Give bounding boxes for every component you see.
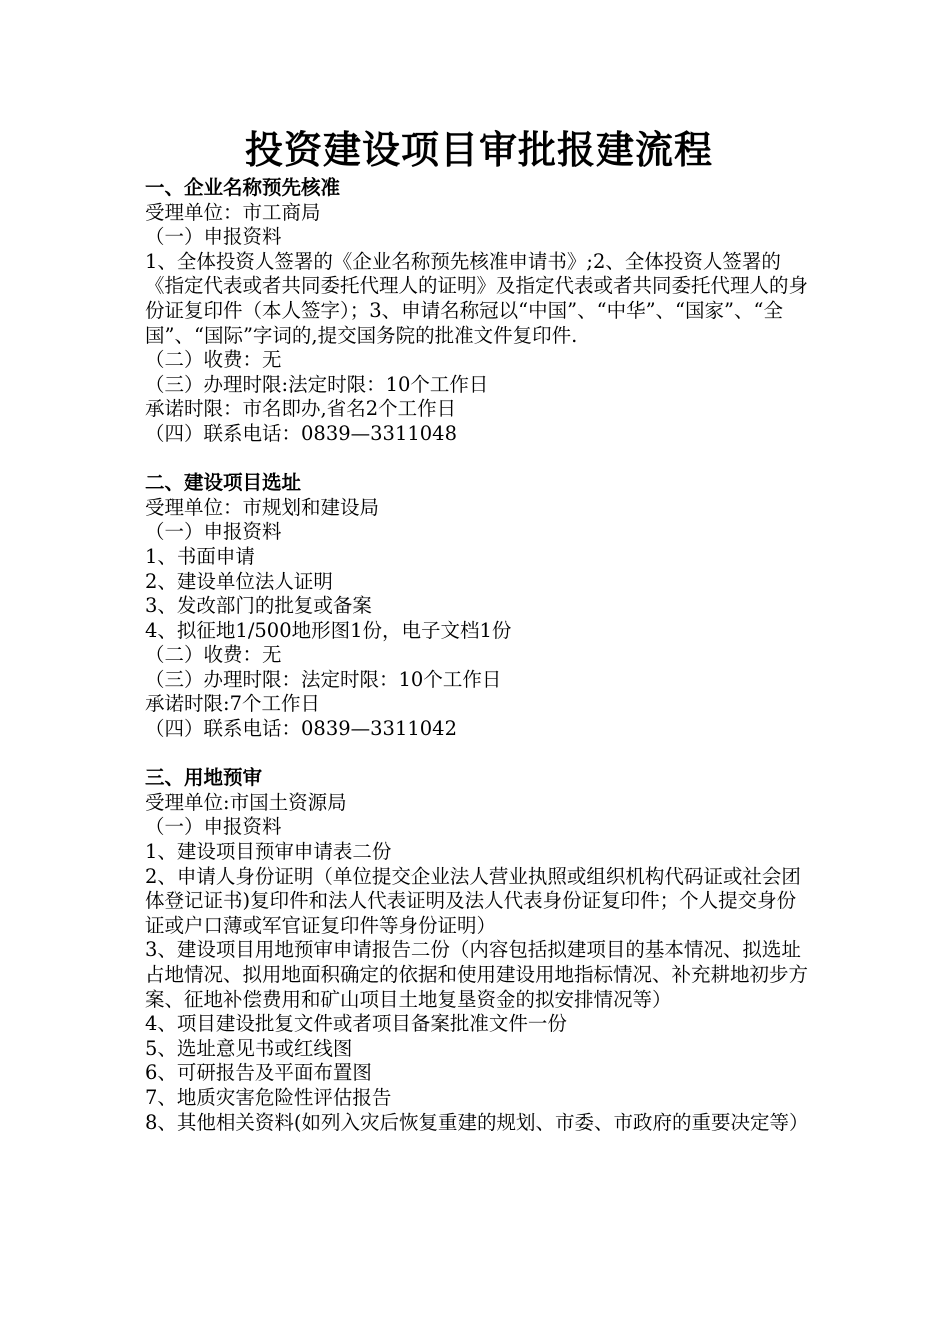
section-line: （一）申报资料 — [145, 815, 282, 839]
section-line: 承诺时限：市名即办,省名2个工作日 — [145, 397, 457, 421]
section-line: 承诺时限:7个工作日 — [145, 692, 320, 716]
section-line: （三）办理时限:法定时限：10个工作日 — [145, 372, 489, 396]
section-2 — [145, 471, 813, 742]
section-line: 1、全体投资人签署的《企业名称预先核准申请书》;2、全体投资人签署的《指定代表或者共同委托代理人的证明》及指定代表或者共同委托代理人的身份证复印件（本人签字）；3、申请名称冠以“中国”、“中华”、“国家”、“全国”、“国际”字词的,提交国务院的批准文件复印件. — [145, 249, 809, 347]
section-line: 1、建设项目预审申请表二份 — [145, 840, 392, 864]
section-spacer — [145, 447, 813, 472]
section-line: 2、申请人身份证明（单位提交企业法人营业执照或组织机构代码证或社会团体登记证书)复印件和法人代表证明及法人代表身份证复印件；个人提交身份证或户口薄或军官证复印件等身份证明） — [145, 864, 801, 937]
section-line: 3、建设项目用地预审申请报告二份（内容包括拟建项目的基本情况、拟选址占地情况、拟用地面积确定的依据和使用建设用地指标情况、补充耕地初步方案、征地补偿费用和矿山项目土地复垦资金的拟安排情况等） — [145, 938, 809, 1011]
document-page — [145, 124, 813, 1135]
section-line: 2、建设单位法人证明 — [145, 569, 333, 593]
section-line: （一）申报资料 — [145, 520, 282, 544]
section-line: （二）收费：无 — [145, 643, 282, 667]
section-line: 4、项目建设批复文件或者项目备案批准文件一份 — [145, 1012, 567, 1036]
section-line: 受理单位：市工商局 — [145, 200, 321, 224]
section-line: （三）办理时限：法定时限：10个工作日 — [145, 667, 502, 691]
section-line: 7、地质灾害危险性评估报告 — [145, 1085, 392, 1109]
section-line: （二）收费：无 — [145, 348, 282, 372]
section-3 — [145, 766, 813, 1135]
section-line: 3、发改部门的批复或备案 — [145, 594, 372, 618]
section-heading: 二、建设项目选址 — [145, 471, 302, 495]
section-line: 6、可研报告及平面布置图 — [145, 1061, 372, 1085]
section-spacer — [145, 742, 813, 767]
section-line: （四）联系电话：0839—3311048 — [145, 421, 457, 445]
section-line: 5、选址意见书或红线图 — [145, 1036, 353, 1060]
section-heading: 一、企业名称预先核准 — [145, 176, 341, 199]
section-line: （四）联系电话：0839—3311042 — [145, 717, 457, 741]
section-line: 4、拟征地1/500地形图1份，电子文档1份 — [145, 618, 512, 642]
section-line: 1、书面申请 — [145, 544, 255, 568]
section-line: 8、其他相关资料(如列入灾后恢复重建的规划、市委、市政府的重要决定等） — [145, 1110, 809, 1134]
document-title: 投资建设项目审批报建流程 — [244, 128, 713, 172]
section-line: 受理单位:市国土资源局 — [145, 790, 347, 814]
section-line: 受理单位：市规划和建设局 — [145, 495, 380, 519]
section-line: （一）申报资料 — [145, 225, 282, 249]
section-1 — [145, 176, 813, 447]
section-heading: 三、用地预审 — [145, 766, 263, 790]
